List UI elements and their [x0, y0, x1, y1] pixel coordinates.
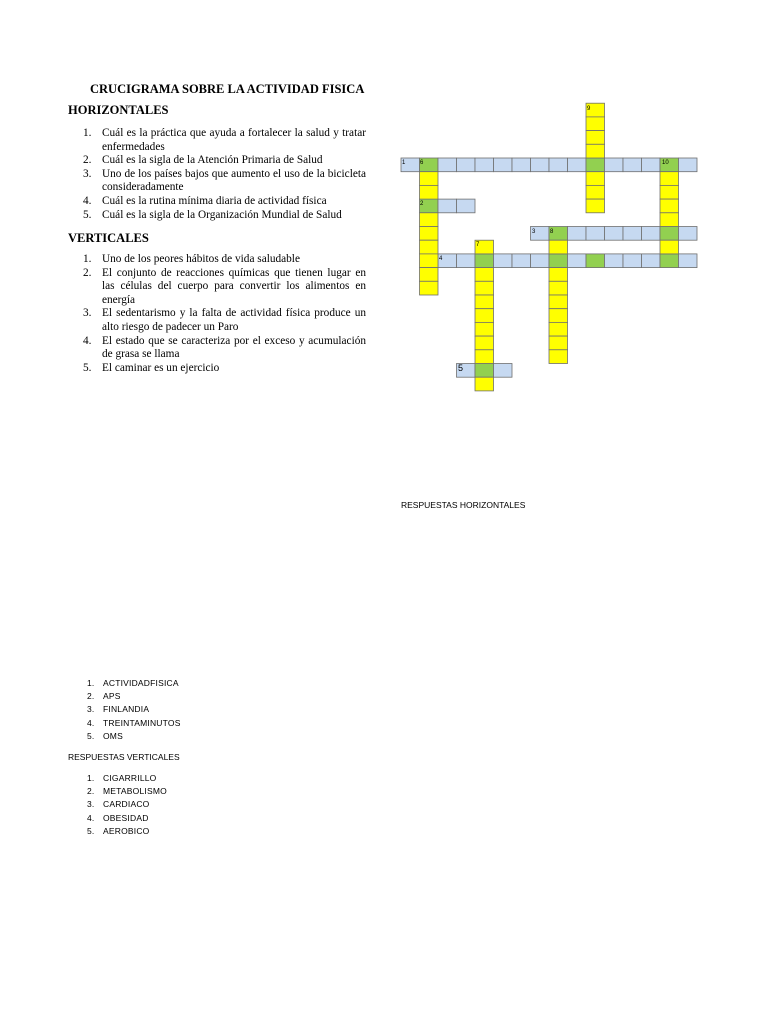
crossword-cell-vertical[interactable]	[420, 172, 439, 186]
crossword-cell-horizontal[interactable]	[549, 158, 568, 172]
answer-text: AEROBICO	[103, 825, 150, 836]
horizontales-heading: HORIZONTALES	[68, 103, 169, 117]
answer-text: CARDIACO	[103, 799, 150, 810]
clue-text: Uno de los países bajos que aumento el uso de la bicicleta consideradamente	[102, 167, 366, 194]
crossword-grid	[0, 0, 768, 420]
crossword-cell-vertical[interactable]	[475, 268, 494, 282]
crossword-cell-horizontal[interactable]	[494, 254, 513, 268]
answer-item	[68, 730, 181, 743]
crossword-cell-intersection[interactable]	[475, 254, 494, 268]
crossword-cell-horizontal[interactable]	[438, 158, 457, 172]
crossword-cell-horizontal[interactable]	[457, 254, 476, 268]
clue-number: 2.	[83, 266, 92, 279]
cell-number: 2	[420, 201, 424, 207]
cell-number: 9	[587, 106, 591, 112]
answer-number: 2.	[87, 691, 95, 702]
clue-text: El caminar es un ejercicio	[102, 361, 220, 374]
crossword-cell-vertical[interactable]	[549, 295, 568, 309]
crossword-cell-vertical[interactable]	[660, 185, 679, 199]
crossword-cell-horizontal[interactable]	[457, 199, 476, 213]
crossword-cell-vertical[interactable]	[420, 268, 439, 282]
answer-item	[68, 772, 167, 785]
answer-number: 5.	[87, 730, 95, 741]
answer-item	[68, 785, 167, 798]
crossword-cell-vertical[interactable]	[549, 336, 568, 350]
crossword-cell-intersection[interactable]	[586, 254, 605, 268]
clue-number: 2.	[83, 154, 92, 167]
crossword-cell-horizontal[interactable]	[623, 158, 642, 172]
clue-number: 5.	[83, 208, 92, 221]
cell-number: 4	[439, 256, 443, 262]
answer-item	[68, 677, 181, 690]
crossword-cell-vertical[interactable]	[420, 281, 439, 295]
cell-number: 7	[476, 242, 480, 248]
answer-text: OMS	[103, 730, 123, 741]
crossword-cell-horizontal[interactable]	[531, 158, 550, 172]
clue-number: 1.	[83, 253, 92, 265]
crossword-cell-vertical[interactable]	[420, 254, 439, 268]
clue-text: Cuál es la sigla de la Atención Primaria de Salud	[102, 154, 323, 167]
answer-number: 3.	[87, 704, 95, 715]
crossword-cell-intersection[interactable]	[475, 364, 494, 378]
clue-number: 4.	[83, 334, 92, 347]
crossword-cell-vertical[interactable]	[660, 199, 679, 213]
crossword-cell-vertical[interactable]	[586, 117, 605, 131]
crossword-cell-vertical[interactable]	[549, 350, 568, 364]
crossword-cell-horizontal[interactable]	[586, 227, 605, 241]
crossword-cell-horizontal[interactable]	[642, 254, 661, 268]
answer-number: 4.	[87, 717, 95, 728]
answer-item	[68, 690, 181, 703]
crossword-cell-intersection[interactable]	[549, 254, 568, 268]
answer-number: 4.	[87, 812, 95, 823]
crossword-cell-vertical[interactable]	[660, 240, 679, 254]
answer-item	[68, 703, 181, 716]
horizontal-answers-list	[68, 677, 181, 743]
clue-text: Cuál es la práctica que ayuda a fortalecer la salud y tratar enfermedades	[102, 127, 366, 153]
answer-text: OBESIDAD	[103, 812, 149, 823]
answer-item	[68, 825, 167, 838]
crossword-cell-vertical[interactable]	[586, 131, 605, 145]
clue-text: Cuál es la rutina mínima diaria de actividad física	[102, 194, 327, 207]
document-title: CRUCIGRAMA SOBRE LA ACTIVIDAD FISICA	[90, 82, 365, 96]
crossword-cell-vertical[interactable]	[549, 268, 568, 282]
crossword-cell-vertical[interactable]	[475, 295, 494, 309]
answer-text: TREINTAMINUTOS	[103, 717, 181, 728]
verticales-heading: VERTICALES	[68, 231, 149, 245]
crossword-cell-vertical[interactable]	[420, 227, 439, 241]
crossword-cell-intersection[interactable]	[586, 158, 605, 172]
clue-text: El estado que se caracteriza por el exceso y acumulación de grasa se llama	[102, 334, 366, 361]
cell-number: 5	[458, 363, 464, 373]
crossword-cell-horizontal[interactable]	[457, 158, 476, 172]
clue-text: El sedentarismo y la falta de actividad física produce un alto riesgo de padecer un Paro	[102, 307, 366, 333]
crossword-cell-vertical[interactable]	[475, 281, 494, 295]
crossword-cell-vertical[interactable]	[586, 199, 605, 213]
clue-text: Cuál es la sigla de la Organización Mundial de Salud	[102, 208, 342, 221]
answer-text: FINLANDIA	[103, 704, 150, 715]
answer-item	[68, 798, 167, 811]
crossword-cell-horizontal[interactable]	[623, 254, 642, 268]
answer-item	[68, 717, 181, 730]
crossword-cell-vertical[interactable]	[549, 322, 568, 336]
crossword-cell-vertical[interactable]	[586, 172, 605, 186]
crossword-cell-intersection[interactable]	[660, 227, 679, 241]
cell-number: 1	[402, 160, 406, 166]
crossword-cell-vertical[interactable]	[420, 240, 439, 254]
crossword-cell-horizontal[interactable]	[679, 227, 698, 241]
crossword-cell-vertical[interactable]	[475, 350, 494, 364]
clue-text: Uno de los peores hábitos de vida saludable	[102, 253, 300, 265]
clue-number: 4.	[83, 194, 92, 207]
clue-number: 3.	[83, 167, 92, 180]
answer-text: METABOLISMO	[103, 786, 167, 797]
respuestas-horizontales-heading: RESPUESTAS HORIZONTALES	[401, 500, 526, 510]
cell-number: 10	[662, 160, 669, 166]
crossword-cell-horizontal[interactable]	[568, 227, 587, 241]
clue-number: 3.	[83, 307, 92, 320]
answer-text: ACTIVIDADFISICA	[103, 678, 179, 688]
crossword-cell-horizontal[interactable]	[679, 254, 698, 268]
answer-item	[68, 812, 167, 825]
answer-text: CIGARRILLO	[103, 773, 157, 783]
answer-number: 5.	[87, 825, 95, 836]
vertical-answers-list	[68, 772, 167, 838]
cell-number: 6	[420, 160, 424, 166]
crossword-cell-vertical[interactable]	[420, 213, 439, 227]
crossword-cell-vertical[interactable]	[549, 309, 568, 323]
crossword-cell-horizontal[interactable]	[475, 158, 494, 172]
crossword-cell-horizontal[interactable]	[568, 158, 587, 172]
crossword-cell-horizontal[interactable]	[605, 254, 624, 268]
crossword-cell-horizontal[interactable]	[568, 254, 587, 268]
crossword-cell-vertical[interactable]	[549, 240, 568, 254]
crossword-cell-horizontal[interactable]	[494, 158, 513, 172]
crossword-cell-vertical[interactable]	[586, 185, 605, 199]
clue-number: 5.	[83, 361, 92, 374]
crossword-cell-horizontal[interactable]	[642, 158, 661, 172]
crossword-cell-vertical[interactable]	[475, 309, 494, 323]
crossword-cell-horizontal[interactable]	[605, 158, 624, 172]
crossword-cell-horizontal[interactable]	[512, 254, 531, 268]
crossword-cell-vertical[interactable]	[475, 377, 494, 391]
crossword-cell-horizontal[interactable]	[438, 199, 457, 213]
answer-number: 3.	[87, 799, 95, 810]
crossword-cell-intersection[interactable]	[660, 254, 679, 268]
clue-text: El conjunto de reacciones químicas que tienen lugar en las células del cuerpo para convertir los alimentos en energía	[102, 266, 366, 306]
answer-number: 1.	[87, 773, 95, 783]
crossword-cell-horizontal[interactable]	[605, 227, 624, 241]
crossword-cell-horizontal[interactable]	[494, 364, 513, 378]
crossword-cell-vertical[interactable]	[549, 281, 568, 295]
answer-number: 2.	[87, 786, 95, 797]
crossword-cell-horizontal[interactable]	[531, 254, 550, 268]
crossword-cell-horizontal[interactable]	[623, 227, 642, 241]
crossword-cell-vertical[interactable]	[420, 185, 439, 199]
crossword-cell-horizontal[interactable]	[512, 158, 531, 172]
crossword-cell-vertical[interactable]	[660, 172, 679, 186]
respuestas-verticales-heading: RESPUESTAS VERTICALES	[68, 752, 180, 762]
clue-number: 1.	[83, 127, 92, 139]
crossword-cell-horizontal[interactable]	[679, 158, 698, 172]
crossword-cell-vertical[interactable]	[475, 336, 494, 350]
answer-number: 1.	[87, 678, 95, 688]
answer-text: APS	[103, 691, 121, 702]
crossword-cell-vertical[interactable]	[475, 322, 494, 336]
crossword-cell-vertical[interactable]	[586, 144, 605, 158]
crossword-cell-horizontal[interactable]	[642, 227, 661, 241]
cell-number: 8	[550, 229, 554, 235]
crossword-cell-vertical[interactable]	[660, 213, 679, 227]
cell-number: 3	[532, 229, 536, 235]
